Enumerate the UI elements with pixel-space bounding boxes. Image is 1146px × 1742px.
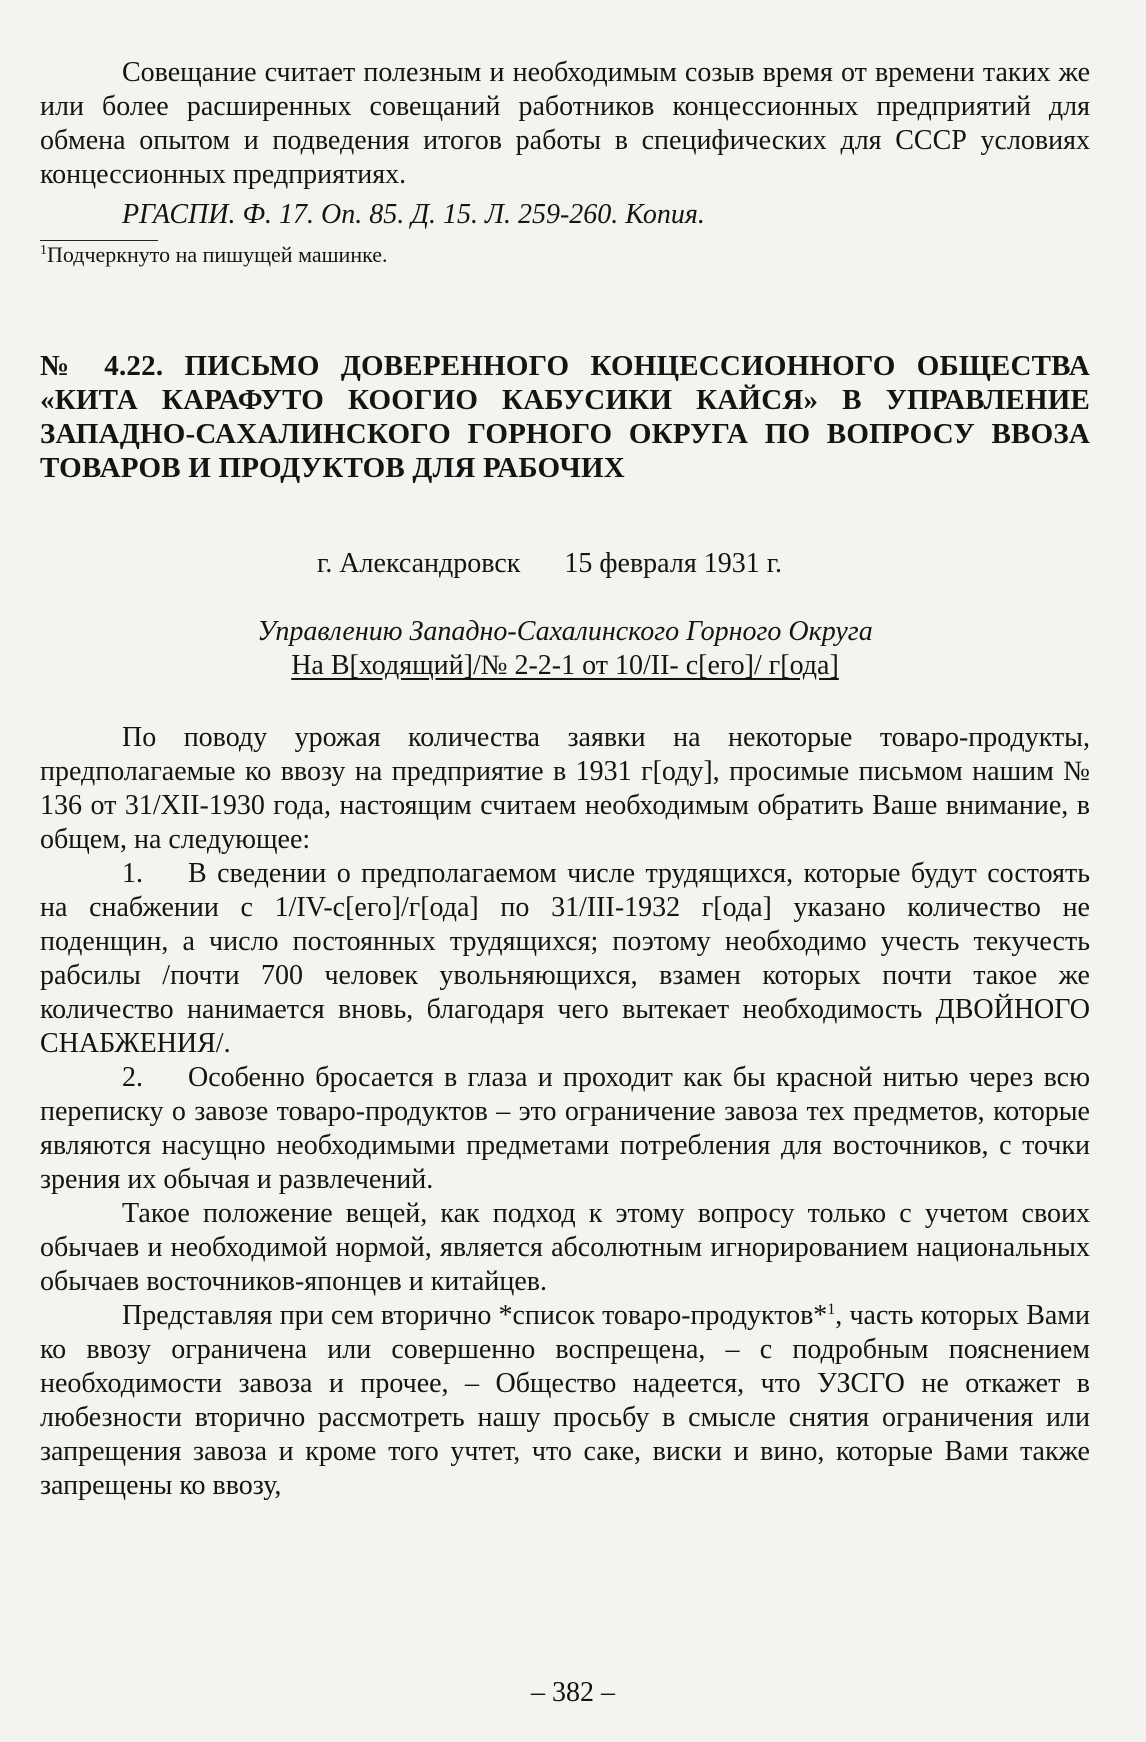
footnote-marker: 1 <box>40 243 47 258</box>
footnote-ref: 1 <box>827 1301 836 1318</box>
list-item-number: 1. <box>122 858 143 889</box>
page-number: – 382 – <box>531 1677 615 1708</box>
footnote <box>40 241 1090 269</box>
document-date: 15 февраля 1931 г. <box>564 548 783 579</box>
paragraph-3-part-a: Представляя при сем вторично *список товаро-продуктов* <box>122 1300 828 1331</box>
intro-paragraph: Совещание считает полезным и необходимым созыв время от времени таких же или более расширенных совещаний работников концессионных предприятий для обмена опытом и подведения итогов работы в специфических для СССР условиях концессионных предприятиях. <box>40 57 1090 190</box>
place-date-line <box>317 547 1090 581</box>
list-item-2 <box>40 1061 1090 1197</box>
list-item-text: Особенно бросается в глаза и проходит как бы красной нитью через всю переписку о завозе товаро-продуктов – это ограничение завоза тех предметов, которые являются насущно необходимыми предметами потребления для восточников, с точки зрения их обычая и развлечений. <box>40 1062 1090 1195</box>
document-heading: № 4.22. ПИСЬМО ДОВЕРЕННОГО КОНЦЕССИОННОГО ОБЩЕСТВА «КИТА КАРАФУТО КООГИО КАБУСИКИ КАЙСЯ» В УПРАВЛЕНИЕ ЗАПАДНО-САХАЛИНСКОГО ГОРНОГО ОКРУГА ПО ВОПРОСУ ВВОЗА ТОВАРОВ И ПРОДУКТОВ ДЛЯ РАБОЧИХ <box>40 350 1090 484</box>
paragraph-1: По поводу урожая количества заявки на некоторые товаро-продукты, предполагаемые ко ввозу на предприятие в 1931 г[оду], просимые письмом нашим № 136 от 31/XII-1930 года, настоящим считаем необходимым обратить Ваше внимание, в общем, на следующее: <box>40 722 1090 855</box>
archive-reference: РГАСПИ. Ф. 17. Оп. 85. Д. 15. Л. 259-260. Копия. <box>122 199 705 230</box>
addressee: Управлению Западно-Сахалинского Горного Округа <box>257 616 873 647</box>
document-page <box>40 56 1090 1696</box>
document-place: г. Александровск <box>317 548 521 579</box>
list-item-1 <box>40 857 1090 1061</box>
incoming-reference: На В[ходящий]/№ 2-2-1 от 10/II- с[его]/ г[ода] <box>291 650 839 681</box>
list-item-text: В сведении о предполагаемом числе трудящихся, которые будут состоять на снабжении с 1/IV-с[его]/г[ода] по 31/III-1932 г[ода] указано количество не поденщин, а число постоянных трудящихся; поэтому необходимо учесть текучесть рабсилы /почти 700 человек увольняющихся, взамен которых почти такое же количество нанимается вновь, благодаря чего вытекает необходимость ДВОЙНОГО СНАБЖЕНИЯ/. <box>40 858 1090 1059</box>
list-item-number: 2. <box>122 1062 143 1093</box>
paragraph-3 <box>40 1299 1090 1503</box>
footnote-text: Подчеркнуто на пишущей машинке. <box>47 242 388 267</box>
paragraph-3-part-b: , часть которых Вами ко ввозу ограничена или совершенно воспрещена, – с подробным пояснением необходимости завоза и прочее, – Общество надеется, что УЗСГО не откажет в любезности вторично рассмотреть нашу просьбу в смысле снятия ограничения или запрещения завоза и кроме того учтет, что саке, виски и вино, которые Вами также запрещены ко ввозу, <box>40 1300 1091 1501</box>
paragraph-2: Такое положение вещей, как подход к этому вопросу только с учетом своих обычаев и необходимой нормой, является абсолютным игнорированием национальных обычаев восточников-японцев и китайцев. <box>40 1198 1090 1297</box>
